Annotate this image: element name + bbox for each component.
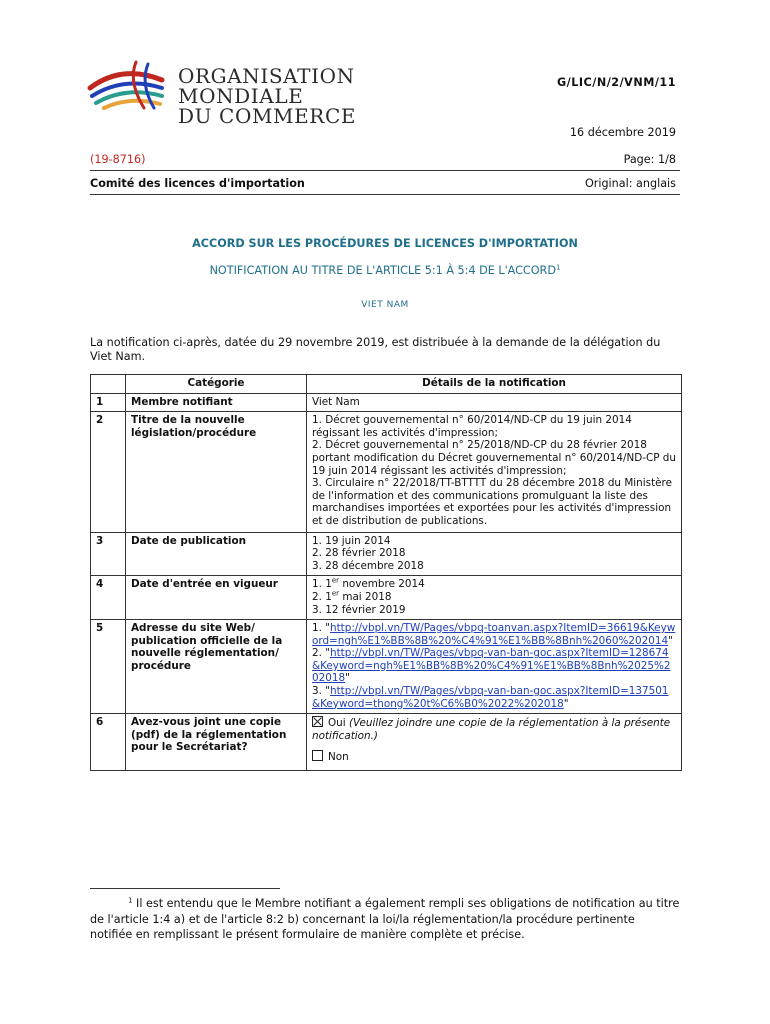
details-line: 3. Circulaire n° 22/2018/TT-BTTTT du 28 décembre 2018 du Ministère de l'information et des communications promulguant la liste des marchandises importées et exportées pour les activités d'impression et de distribution de publications. bbox=[312, 477, 672, 527]
details-line: 1. Décret gouvernemental n° 60/2014/ND-CP du 19 juin 2014 régissant les activités d'impression; bbox=[312, 414, 632, 439]
details-line: 2. "http://vbpl.vn/TW/Pages/vbpq-van-ban-goc.aspx?ItemID=128674&Keyword=ngh%E1%BB%8B%20%C4%91%E1%BB%8Bnh%2025%202018" bbox=[312, 647, 671, 685]
table-row bbox=[91, 576, 682, 620]
doc-symbol: G/LIC/N/2/VNM/11 bbox=[557, 76, 676, 89]
committee: Comité des licences d'importation bbox=[90, 177, 305, 190]
details-line: 2. 1er mai 2018 bbox=[312, 589, 392, 603]
table-header-category: Catégorie bbox=[126, 375, 307, 394]
table-header-details: Détails de la notification bbox=[307, 375, 682, 394]
table-row bbox=[91, 393, 682, 412]
footnote bbox=[90, 896, 680, 943]
wto-logo-icon bbox=[84, 58, 166, 110]
row-details bbox=[307, 576, 682, 620]
yes-label: Oui bbox=[328, 717, 346, 730]
url-link-2[interactable]: http://vbpl.vn/TW/Pages/vbpq-van-ban-goc.aspx?ItemID=128674&Keyword=ngh%E1%BB%8B%20%C4%91%E1%BB%8Bnh%2025%202018 bbox=[312, 647, 671, 685]
header-divider-2 bbox=[90, 194, 680, 195]
notification-subtitle bbox=[90, 264, 680, 278]
agreement-title: ACCORD SUR LES PROCÉDURES DE LICENCES D'IMPORTATION bbox=[192, 237, 578, 250]
footnote-divider bbox=[90, 888, 280, 889]
url-link-3[interactable]: http://vbpl.vn/TW/Pages/vbpq-van-ban-goc.aspx?ItemID=137501&Keyword=thong%20t%C6%B0%2022%202018 bbox=[312, 685, 669, 710]
no-option bbox=[312, 750, 676, 764]
page-number: Page: 1/8 bbox=[623, 153, 676, 166]
details-line: 3. 12 février 2019 bbox=[312, 603, 406, 616]
row-details bbox=[307, 393, 682, 412]
intro-paragraph: La notification ci-après, datée du 29 novembre 2019, est distribuée à la demande de la délégation du Viet Nam. bbox=[90, 336, 661, 363]
details-line: 2. 28 février 2018 bbox=[312, 547, 406, 560]
table-header-num bbox=[91, 375, 126, 394]
org-name-line3: DU COMMERCE bbox=[178, 104, 357, 128]
row-category: Titre de la nouvelle législation/procédure bbox=[126, 412, 307, 532]
details-line: 3. "http://vbpl.vn/TW/Pages/vbpq-van-ban-goc.aspx?ItemID=137501&Keyword=thong%20t%C6%B0%2022%202018" bbox=[312, 685, 669, 710]
row-number: 4 bbox=[91, 576, 126, 620]
details-line: 1. 19 juin 2014 bbox=[312, 534, 391, 547]
row-details bbox=[307, 532, 682, 576]
footnote-text: Il est entendu que le Membre notifiant a également rempli ses obligations de notification au titre de l'article 1:4 a) et de l'article 8:2 b) concernant la loi/la réglementation/la procédure pertinente notifiée en remplissant le présent formulaire de manière complète et précise. bbox=[90, 897, 680, 941]
row-category: Date d'entrée en vigueur bbox=[126, 576, 307, 620]
table-row bbox=[91, 532, 682, 576]
checkbox-yes[interactable] bbox=[312, 716, 323, 727]
row-number: 6 bbox=[91, 714, 126, 771]
row-number: 2 bbox=[91, 412, 126, 532]
table-row bbox=[91, 412, 682, 532]
row-category: Membre notifiant bbox=[126, 393, 307, 412]
row-category: Adresse du site Web/ publication officielle de la nouvelle réglementation/ procédure bbox=[126, 620, 307, 714]
row-category: Date de publication bbox=[126, 532, 307, 576]
yes-note: (Veuillez joindre une copie de la réglementation à la présente notification.) bbox=[312, 717, 671, 742]
org-name-line2: MONDIALE bbox=[178, 84, 304, 108]
table-header-row bbox=[91, 375, 682, 394]
url-link-1[interactable]: http://vbpl.vn/TW/Pages/vbpq-toanvan.aspx?ItemID=36619&Keyword=ngh%E1%BB%8B%20%C4%91%E1%BB%8Bnh%2060%202014 bbox=[312, 622, 676, 647]
row-details bbox=[307, 412, 682, 532]
notification-subtitle-text: NOTIFICATION AU TITRE DE L'ARTICLE 5:1 À 5:4 DE L'ACCORD bbox=[209, 264, 556, 277]
row-details bbox=[307, 714, 682, 771]
notification-table bbox=[90, 374, 682, 771]
footnote-number: 1 bbox=[128, 896, 133, 905]
yes-option bbox=[312, 716, 676, 742]
checkbox-no[interactable] bbox=[312, 750, 323, 761]
table-row bbox=[91, 620, 682, 714]
row-number: 1 bbox=[91, 393, 126, 412]
footnote-ref[interactable]: 1 bbox=[555, 263, 561, 272]
country-heading: VIET NAM bbox=[361, 300, 409, 310]
org-name bbox=[178, 66, 356, 126]
original-language: Original: anglais bbox=[584, 177, 676, 190]
doc-ref: (19-8716) bbox=[90, 153, 146, 166]
header-divider bbox=[90, 170, 680, 171]
details-line: Viet Nam bbox=[312, 395, 360, 408]
table-row bbox=[91, 714, 682, 771]
no-label: Non bbox=[328, 751, 349, 764]
row-number: 3 bbox=[91, 532, 126, 576]
doc-date: 16 décembre 2019 bbox=[569, 126, 676, 139]
details-line: 1. 1er novembre 2014 bbox=[312, 576, 425, 591]
row-number: 5 bbox=[91, 620, 126, 714]
row-category: Avez-vous joint une copie (pdf) de la réglementation pour le Secrétariat? bbox=[126, 714, 307, 771]
row-details bbox=[307, 620, 682, 714]
org-name-line1: ORGANISATION bbox=[178, 64, 355, 88]
details-line: 3. 28 décembre 2018 bbox=[312, 559, 424, 572]
details-line: 2. Décret gouvernemental n° 25/2018/ND-CP du 28 février 2018 portant modification du Décret gouvernemental n° 60/2014/ND-CP du 19 juin 2014 régissant les activités d'impression; bbox=[312, 439, 676, 477]
details-line: 1. "http://vbpl.vn/TW/Pages/vbpq-toanvan.aspx?ItemID=36619&Keyword=ngh%E1%BB%8B%20%C4%91%E1%BB%8Bnh%2060%202014" bbox=[312, 622, 676, 647]
